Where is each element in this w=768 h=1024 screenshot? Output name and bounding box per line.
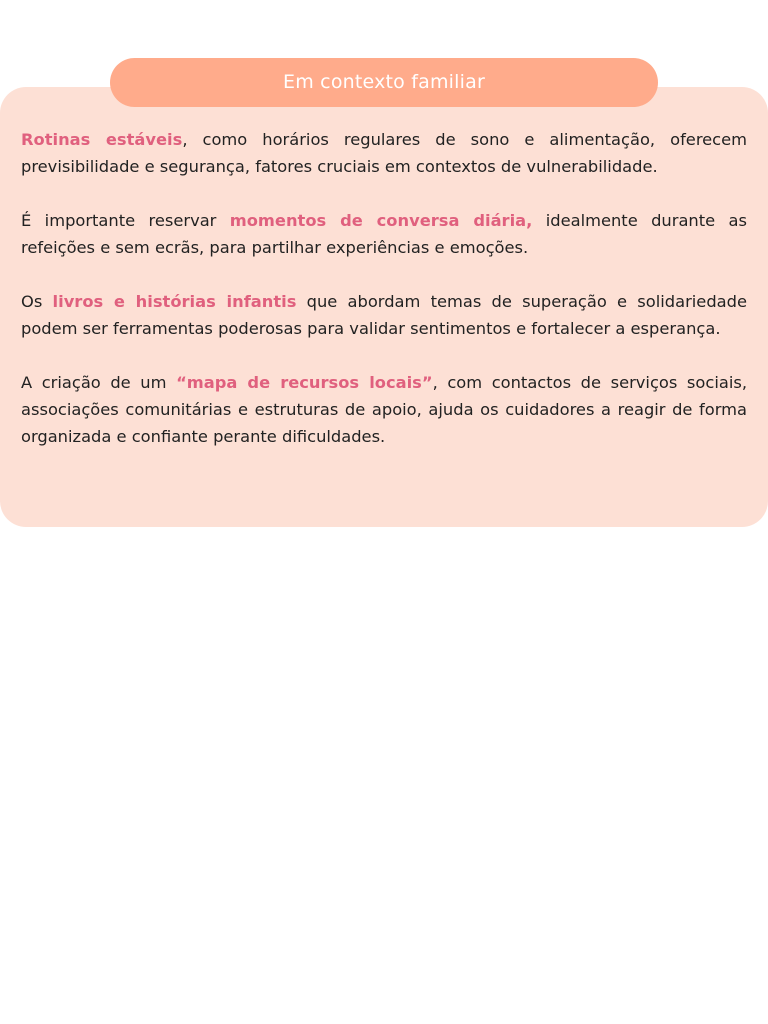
paragraph-conversa	[21, 207, 747, 261]
body-text: , como horários regulares de sono e alimentação, oferecem previsibilidade e segurança, fatores cruciais em contextos de vulnerabilidade.	[21, 130, 747, 176]
paragraph-livros	[21, 288, 747, 342]
highlight-text: momentos de conversa diária,	[229, 211, 533, 230]
body-text: que abordam temas de superação e solidariedade podem ser ferramentas poderosas para validar sentimentos e fortalecer a esperança.	[21, 292, 747, 338]
card-content	[21, 126, 747, 450]
highlight-text: “mapa de recursos locais”	[176, 373, 433, 392]
body-text: A criação de um	[21, 373, 177, 392]
body-text: , com contactos de serviços sociais, associações comunitárias e estruturas de apoio, ajuda os cuidadores a reagir de forma organizada e confiante perante dificuldades.	[21, 373, 748, 446]
body-text: É importante reservar	[21, 211, 230, 230]
highlight-text: Rotinas estáveis	[21, 130, 183, 149]
body-text: Os	[21, 292, 53, 311]
paragraph-rotinas	[21, 126, 747, 180]
paragraph-mapa	[21, 369, 747, 450]
highlight-text: livros e histórias infantis	[52, 292, 297, 311]
body-text: idealmente durante as refeições e sem ecrãs, para partilhar experiências e emoções.	[21, 211, 747, 257]
section-title: Em contexto familiar	[110, 58, 658, 107]
